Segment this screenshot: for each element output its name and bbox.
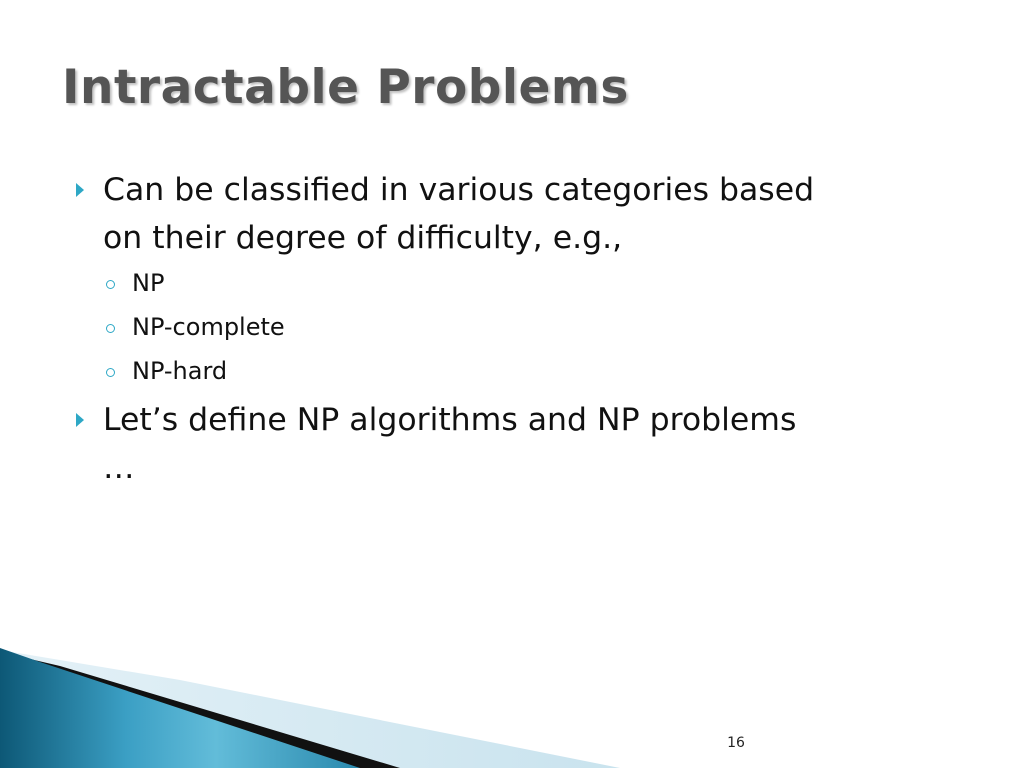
footer-light-band (0, 650, 620, 768)
bullet-arrow-icon (76, 183, 84, 197)
sub-bullet-circle-icon (106, 280, 115, 289)
page-number: 16 (727, 735, 745, 751)
bullet-2-line-2: … (103, 450, 135, 486)
sub-bullet-circle-icon (106, 368, 115, 377)
bullet-arrow-icon (76, 413, 84, 427)
bullet-2-line-1: Let’s define NP algorithms and NP problems (103, 402, 797, 438)
bullet-1-line-1: Can be classified in various categories based (103, 172, 815, 208)
bullet-1-line-2: on their degree of difficulty, e.g., (103, 220, 623, 256)
sub-item-np-hard: NP-hard (132, 357, 228, 385)
footer-blue-wedge (0, 648, 360, 768)
sub-item-np-complete: NP-complete (132, 313, 285, 341)
sub-item-np: NP (132, 269, 165, 297)
footer-dark-stripe (0, 652, 400, 768)
slide-title: Intractable Problems (62, 60, 629, 115)
sub-bullet-circle-icon (106, 324, 115, 333)
